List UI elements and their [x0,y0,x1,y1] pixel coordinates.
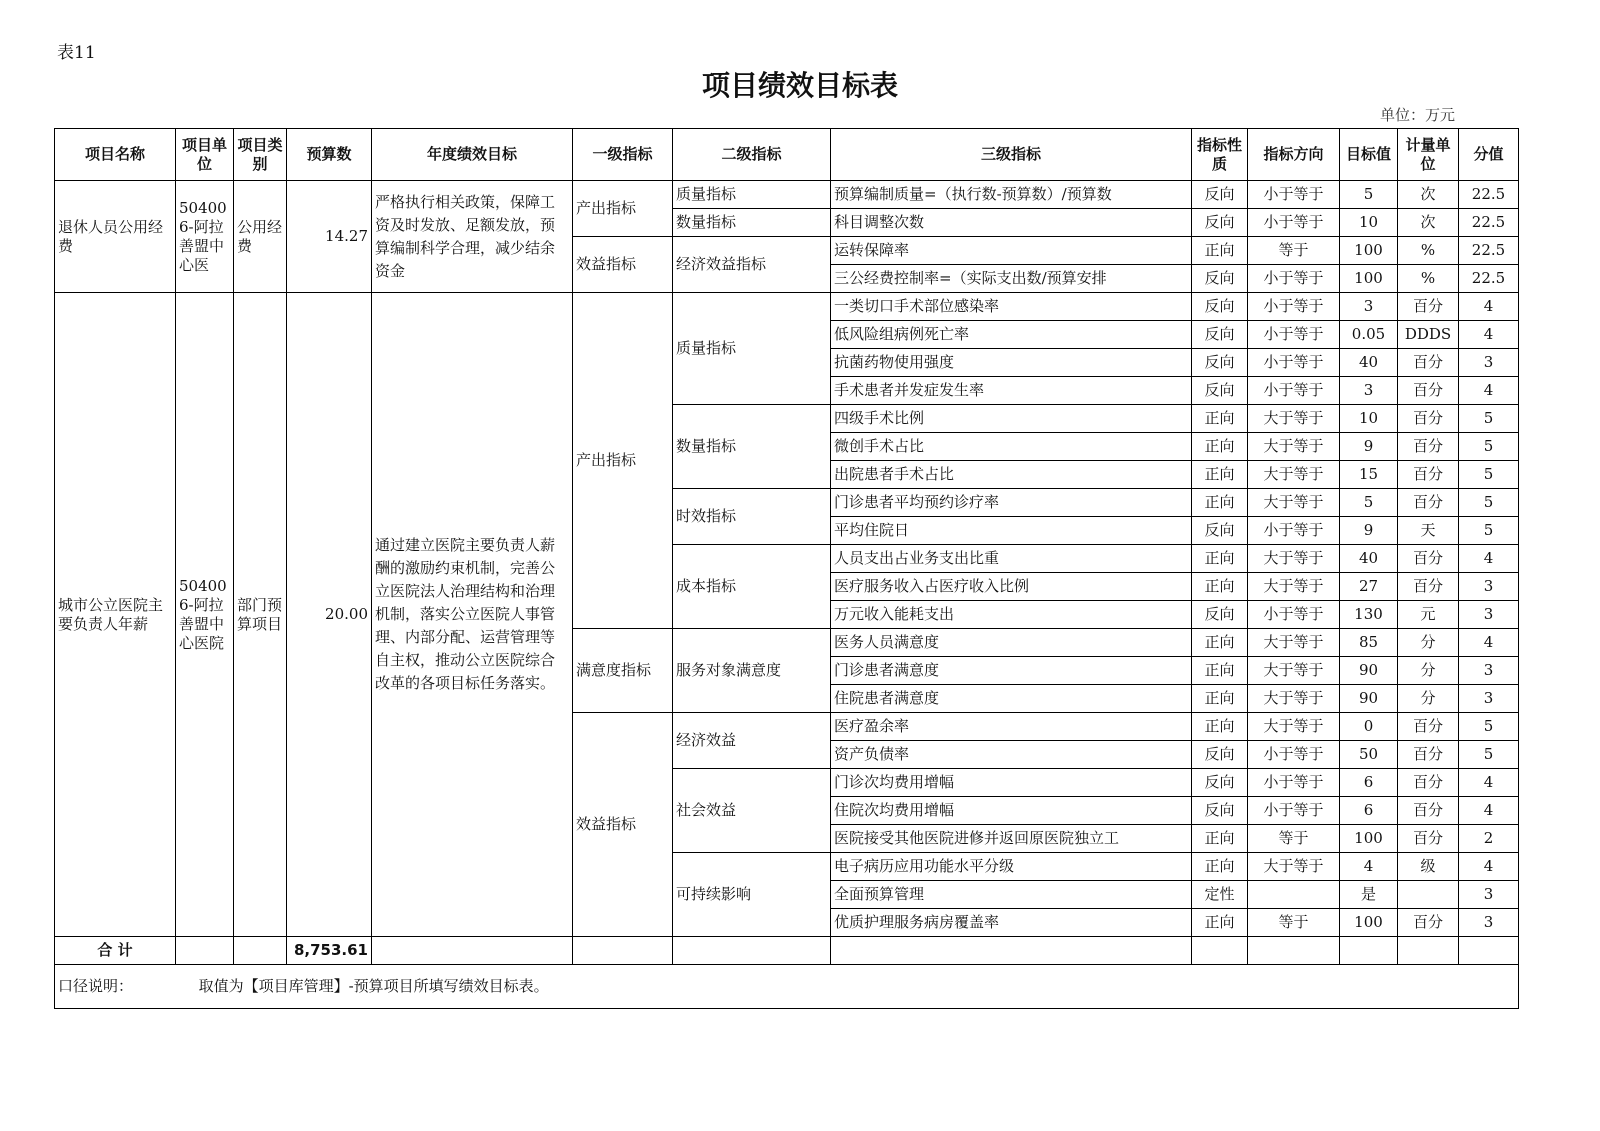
measure-cell: DDDS [1398,321,1459,349]
level1-cell: 产出指标 [573,293,673,629]
target-cell: 27 [1340,573,1398,601]
direction-cell: 等于 [1248,237,1340,265]
project-budget: 14.27 [287,181,372,293]
level3-cell: 优质护理服务病房覆盖率 [831,909,1192,937]
measure-cell: 分 [1398,629,1459,657]
header-name: 项目名称 [55,129,176,181]
target-cell: 40 [1340,349,1398,377]
level2-cell: 社会效益 [673,769,831,853]
empty-cell [1340,937,1398,965]
measure-cell: 百分 [1398,545,1459,573]
level2-cell: 质量指标 [673,293,831,405]
measure-cell: 天 [1398,517,1459,545]
note-label: 口径说明： [58,977,134,995]
project-name: 退休人员公用经费 [55,181,176,293]
level3-cell: 医疗盈余率 [831,713,1192,741]
table-row [55,181,1519,209]
empty-cell [1398,937,1459,965]
score-cell: 4 [1459,629,1519,657]
nature-cell: 反向 [1192,517,1248,545]
nature-cell: 反向 [1192,769,1248,797]
header-measure: 计量单位 [1398,129,1459,181]
direction-cell: 等于 [1248,909,1340,937]
header-target: 目标值 [1340,129,1398,181]
score-cell: 3 [1459,349,1519,377]
nature-cell: 正向 [1192,629,1248,657]
direction-cell: 大于等于 [1248,685,1340,713]
score-cell: 5 [1459,405,1519,433]
score-cell: 3 [1459,909,1519,937]
target-cell: 40 [1340,545,1398,573]
direction-cell: 小于等于 [1248,797,1340,825]
score-cell: 4 [1459,293,1519,321]
header-level1: 一级指标 [573,129,673,181]
score-cell: 5 [1459,461,1519,489]
direction-cell: 大于等于 [1248,629,1340,657]
score-cell: 22.5 [1459,265,1519,293]
nature-cell: 正向 [1192,545,1248,573]
direction-cell: 大于等于 [1248,657,1340,685]
header-nature: 指标性质 [1192,129,1248,181]
nature-cell: 反向 [1192,377,1248,405]
score-cell: 5 [1459,517,1519,545]
direction-cell: 小于等于 [1248,265,1340,293]
level3-cell: 全面预算管理 [831,881,1192,909]
measure-cell [1398,881,1459,909]
nature-cell: 正向 [1192,685,1248,713]
level2-cell: 可持续影响 [673,853,831,937]
direction-cell [1248,881,1340,909]
project-name: 城市公立医院主要负责人年薪 [55,293,176,937]
target-cell: 10 [1340,209,1398,237]
score-cell: 4 [1459,853,1519,881]
level2-cell: 时效指标 [673,489,831,545]
measure-cell: 次 [1398,181,1459,209]
level3-cell: 人员支出占业务支出比重 [831,545,1192,573]
direction-cell: 小于等于 [1248,377,1340,405]
empty-cell [176,937,234,965]
empty-cell [831,937,1192,965]
nature-cell: 正向 [1192,237,1248,265]
nature-cell: 反向 [1192,601,1248,629]
target-cell: 15 [1340,461,1398,489]
level3-cell: 低风险组病例死亡率 [831,321,1192,349]
project-budget: 20.00 [287,293,372,937]
nature-cell: 正向 [1192,853,1248,881]
direction-cell: 小于等于 [1248,293,1340,321]
level3-cell: 四级手术比例 [831,405,1192,433]
level1-cell: 效益指标 [573,237,673,293]
target-cell: 是 [1340,881,1398,909]
nature-cell: 正向 [1192,713,1248,741]
level3-cell: 微创手术占比 [831,433,1192,461]
direction-cell: 小于等于 [1248,741,1340,769]
table-row [55,293,1519,321]
direction-cell: 大于等于 [1248,461,1340,489]
empty-cell [1192,937,1248,965]
header-unit-org: 项目单位 [176,129,234,181]
nature-cell: 反向 [1192,181,1248,209]
project-org: 504006-阿拉善盟中心医院 [176,293,234,937]
score-cell: 3 [1459,881,1519,909]
direction-cell: 大于等于 [1248,489,1340,517]
measure-cell: 分 [1398,657,1459,685]
level3-cell: 预算编制质量=（执行数-预算数）/预算数 [831,181,1192,209]
level3-cell: 一类切口手术部位感染率 [831,293,1192,321]
score-cell: 22.5 [1459,209,1519,237]
total-label: 合 计 [55,937,176,965]
nature-cell: 反向 [1192,265,1248,293]
score-cell: 4 [1459,545,1519,573]
nature-cell: 定性 [1192,881,1248,909]
direction-cell: 大于等于 [1248,713,1340,741]
level3-cell: 门诊患者平均预约诊疗率 [831,489,1192,517]
score-cell: 3 [1459,657,1519,685]
nature-cell: 正向 [1192,825,1248,853]
score-cell: 2 [1459,825,1519,853]
nature-cell: 正向 [1192,909,1248,937]
header-direction: 指标方向 [1248,129,1340,181]
target-cell: 5 [1340,181,1398,209]
note-row [55,965,1519,1009]
level3-cell: 手术患者并发症发生率 [831,377,1192,405]
direction-cell: 小于等于 [1248,209,1340,237]
nature-cell: 正向 [1192,489,1248,517]
direction-cell: 小于等于 [1248,517,1340,545]
target-cell: 90 [1340,657,1398,685]
measure-cell: 元 [1398,601,1459,629]
measure-cell: 百分 [1398,489,1459,517]
measure-cell: 百分 [1398,909,1459,937]
project-category: 公用经费 [234,181,287,293]
target-cell: 9 [1340,517,1398,545]
level1-cell: 满意度指标 [573,629,673,713]
level3-cell: 医院接受其他医院进修并返回原医院独立工 [831,825,1192,853]
direction-cell: 小于等于 [1248,181,1340,209]
measure-cell: % [1398,265,1459,293]
level3-cell: 医务人员满意度 [831,629,1192,657]
score-cell: 5 [1459,489,1519,517]
level2-cell: 成本指标 [673,545,831,629]
target-cell: 6 [1340,769,1398,797]
measure-cell: 级 [1398,853,1459,881]
measure-cell: 百分 [1398,825,1459,853]
note-cell [55,965,1519,1009]
target-cell: 9 [1340,433,1398,461]
nature-cell: 正向 [1192,461,1248,489]
target-cell: 6 [1340,797,1398,825]
score-cell: 4 [1459,321,1519,349]
level2-cell: 质量指标 [673,181,831,209]
level1-cell: 产出指标 [573,181,673,237]
level3-cell: 电子病历应用功能水平分级 [831,853,1192,881]
target-cell: 100 [1340,265,1398,293]
empty-cell [234,937,287,965]
level3-cell: 门诊次均费用增幅 [831,769,1192,797]
target-cell: 4 [1340,853,1398,881]
score-cell: 4 [1459,377,1519,405]
measure-cell: 百分 [1398,741,1459,769]
level3-cell: 住院患者满意度 [831,685,1192,713]
nature-cell: 反向 [1192,209,1248,237]
nature-cell: 反向 [1192,741,1248,769]
level2-cell: 数量指标 [673,405,831,489]
total-budget: 8,753.61 [287,937,372,965]
measure-cell: 分 [1398,685,1459,713]
nature-cell: 正向 [1192,405,1248,433]
nature-cell: 正向 [1192,657,1248,685]
total-row [55,937,1519,965]
score-cell: 3 [1459,685,1519,713]
level3-cell: 出院患者手术占比 [831,461,1192,489]
target-cell: 100 [1340,825,1398,853]
nature-cell: 正向 [1192,433,1248,461]
direction-cell: 小于等于 [1248,349,1340,377]
direction-cell: 大于等于 [1248,405,1340,433]
target-cell: 85 [1340,629,1398,657]
header-row [55,129,1519,181]
note-text: 取值为【项目库管理】-预算项目所填写绩效目标表。 [198,977,549,995]
direction-cell: 大于等于 [1248,433,1340,461]
score-cell: 5 [1459,741,1519,769]
level3-cell: 平均住院日 [831,517,1192,545]
direction-cell: 小于等于 [1248,321,1340,349]
empty-cell [1459,937,1519,965]
direction-cell: 大于等于 [1248,853,1340,881]
header-level2: 二级指标 [673,129,831,181]
measure-cell: 百分 [1398,293,1459,321]
level3-cell: 门诊患者满意度 [831,657,1192,685]
nature-cell: 正向 [1192,573,1248,601]
target-cell: 3 [1340,377,1398,405]
measure-cell: 百分 [1398,797,1459,825]
target-cell: 5 [1340,489,1398,517]
performance-table [54,128,1519,1009]
project-category: 部门预算项目 [234,293,287,937]
measure-cell: 百分 [1398,573,1459,601]
measure-cell: 百分 [1398,405,1459,433]
measure-cell: 百分 [1398,433,1459,461]
measure-cell: 百分 [1398,349,1459,377]
table-label: 表11 [57,43,96,63]
target-cell: 90 [1340,685,1398,713]
empty-cell [573,937,673,965]
level2-cell: 经济效益 [673,713,831,769]
target-cell: 3 [1340,293,1398,321]
direction-cell: 等于 [1248,825,1340,853]
level3-cell: 科目调整次数 [831,209,1192,237]
level3-cell: 医疗服务收入占医疗收入比例 [831,573,1192,601]
nature-cell: 反向 [1192,349,1248,377]
header-goal: 年度绩效目标 [372,129,573,181]
direction-cell: 小于等于 [1248,769,1340,797]
measure-cell: 百分 [1398,769,1459,797]
level2-cell: 服务对象满意度 [673,629,831,713]
measure-cell: 百分 [1398,713,1459,741]
level3-cell: 住院次均费用增幅 [831,797,1192,825]
measure-cell: 次 [1398,209,1459,237]
header-category: 项目类别 [234,129,287,181]
level3-cell: 资产负债率 [831,741,1192,769]
level3-cell: 万元收入能耗支出 [831,601,1192,629]
empty-cell [372,937,573,965]
score-cell: 4 [1459,769,1519,797]
score-cell: 3 [1459,601,1519,629]
score-cell: 22.5 [1459,237,1519,265]
level3-cell: 运转保障率 [831,237,1192,265]
project-goal: 严格执行相关政策，保障工资及时发放、足额发放，预算编制科学合理，减少结余资金 [372,181,573,293]
target-cell: 0 [1340,713,1398,741]
score-cell: 22.5 [1459,181,1519,209]
score-cell: 5 [1459,713,1519,741]
level1-cell: 效益指标 [573,713,673,937]
direction-cell: 大于等于 [1248,573,1340,601]
unit-label: 单位：万元 [1380,106,1456,124]
measure-cell: % [1398,237,1459,265]
nature-cell: 反向 [1192,321,1248,349]
score-cell: 3 [1459,573,1519,601]
target-cell: 10 [1340,405,1398,433]
level2-cell: 经济效益指标 [673,237,831,293]
direction-cell: 大于等于 [1248,545,1340,573]
score-cell: 4 [1459,797,1519,825]
project-goal: 通过建立医院主要负责人薪酬的激励约束机制，完善公立医院法人治理结构和治理机制，落实公立医院人事管理、内部分配、运营管理等自主权，推动公立医院综合改革的各项目标任务落实。 [372,293,573,937]
target-cell: 100 [1340,909,1398,937]
target-cell: 100 [1340,237,1398,265]
target-cell: 50 [1340,741,1398,769]
target-cell: 0.05 [1340,321,1398,349]
nature-cell: 反向 [1192,797,1248,825]
target-cell: 130 [1340,601,1398,629]
project-org: 504006-阿拉善盟中心医 [176,181,234,293]
level3-cell: 抗菌药物使用强度 [831,349,1192,377]
level3-cell: 三公经费控制率=（实际支出数/预算安排 [831,265,1192,293]
header-score: 分值 [1459,129,1519,181]
measure-cell: 百分 [1398,461,1459,489]
measure-cell: 百分 [1398,377,1459,405]
header-budget: 预算数 [287,129,372,181]
header-level3: 三级指标 [831,129,1192,181]
empty-cell [1248,937,1340,965]
score-cell: 5 [1459,433,1519,461]
empty-cell [673,937,831,965]
level2-cell: 数量指标 [673,209,831,237]
nature-cell: 反向 [1192,293,1248,321]
direction-cell: 小于等于 [1248,601,1340,629]
page-title: 项目绩效目标表 [701,69,898,102]
